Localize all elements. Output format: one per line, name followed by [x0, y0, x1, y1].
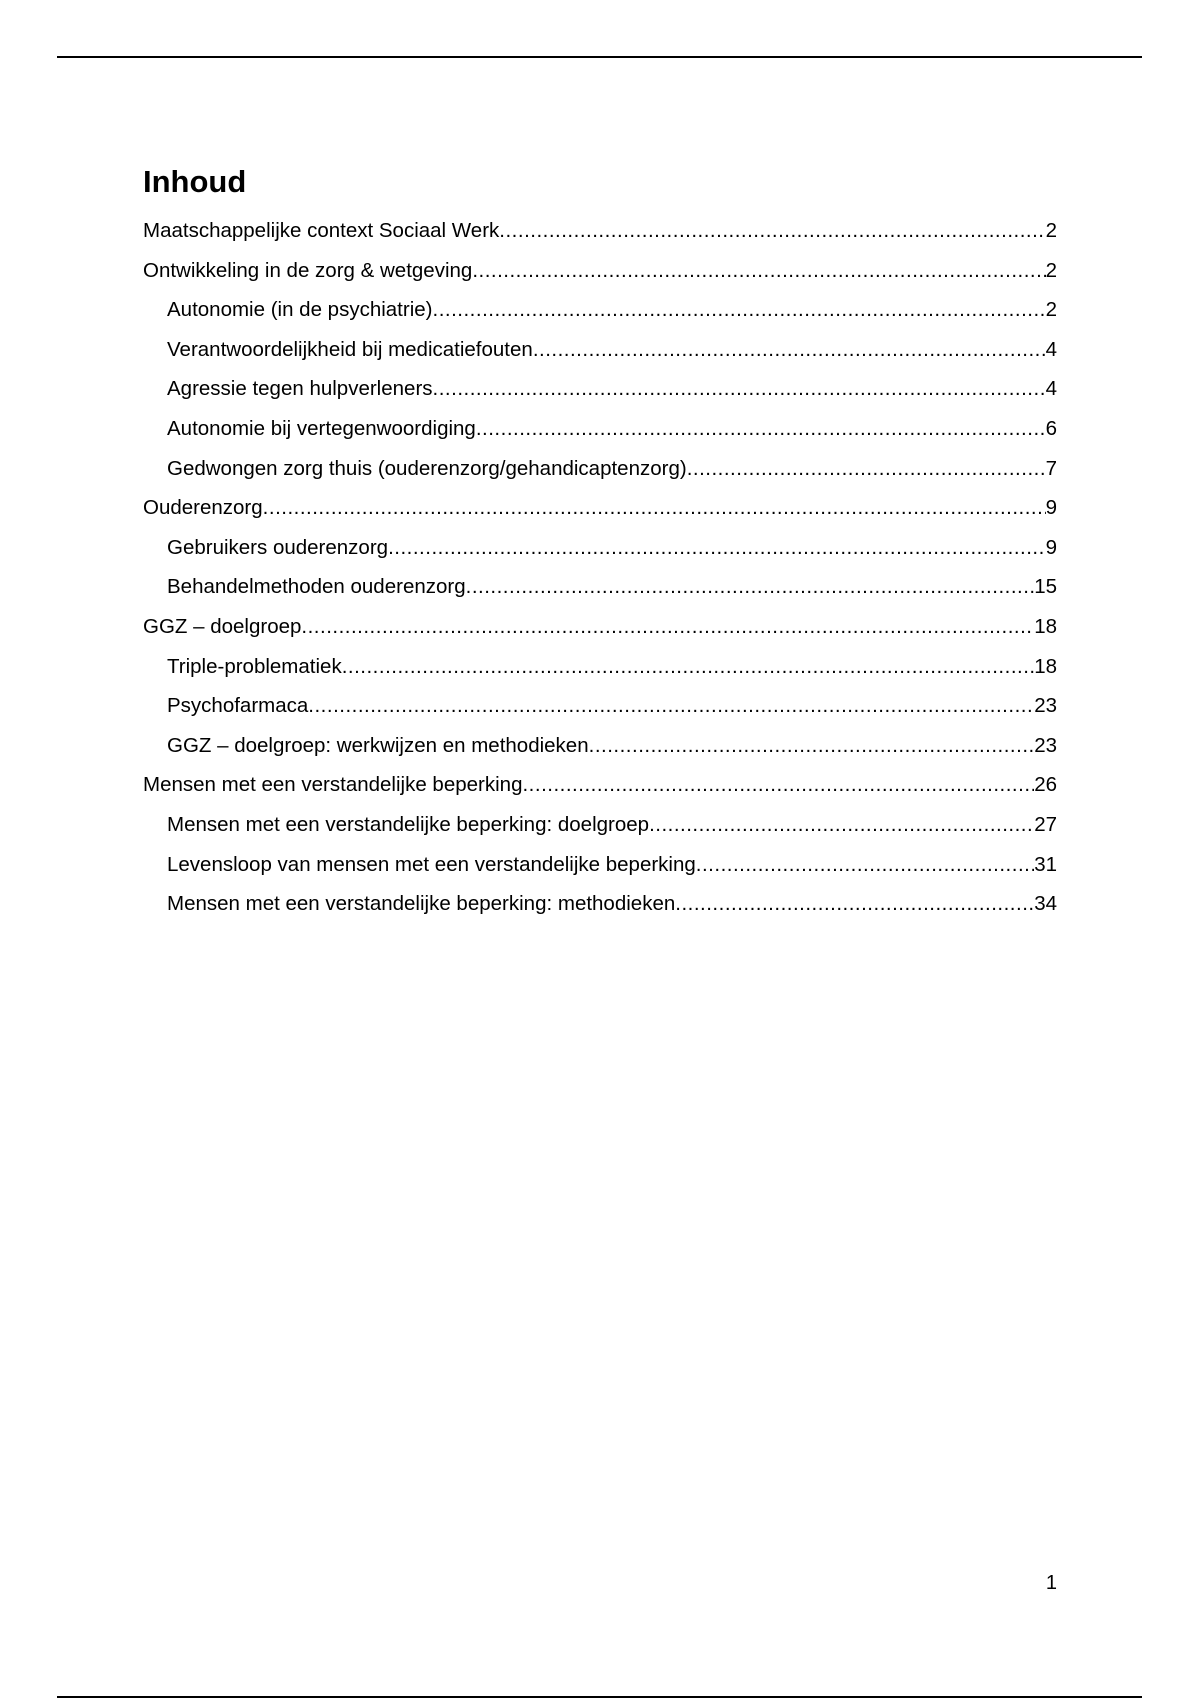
toc-entry-title[interactable]: GGZ – doelgroep — [143, 614, 302, 638]
toc-entry-title[interactable]: Levensloop van mensen met een verstandelijke beperking — [167, 852, 696, 876]
toc-entry-page-number[interactable]: 26 — [1034, 773, 1057, 797]
toc-entry[interactable] — [143, 845, 1057, 885]
toc-entry-page-number[interactable]: 18 — [1034, 614, 1057, 638]
toc-entry-page-number[interactable]: 4 — [1045, 377, 1057, 401]
toc-entry-title[interactable]: Autonomie bij vertegenwoordiging — [167, 416, 476, 440]
toc-entry[interactable] — [143, 528, 1057, 568]
toc-entry-title[interactable]: Autonomie (in de psychiatrie) — [167, 298, 433, 322]
page-number: 1 — [1045, 1572, 1057, 1594]
toc-entry-title[interactable]: Ontwikkeling in de zorg & wetgeving — [143, 258, 473, 282]
toc-dot-leader — [589, 726, 1035, 766]
toc-entry-page-number[interactable]: 6 — [1045, 416, 1057, 440]
toc-dot-leader — [388, 528, 1046, 568]
toc-entry-title[interactable]: Maatschappelijke context Sociaal Werk — [143, 219, 500, 242]
toc-entry-title[interactable]: Mensen met een verstandelijke beperking: methodieken — [167, 892, 676, 916]
toc-entry[interactable] — [143, 765, 1057, 805]
toc-entry-page-number[interactable]: 34 — [1034, 892, 1057, 916]
toc-entry-page-number[interactable]: 9 — [1045, 535, 1057, 559]
toc-entry-page-number[interactable]: 18 — [1034, 654, 1057, 678]
toc-entry[interactable] — [143, 330, 1057, 370]
footer-rule — [57, 1696, 1142, 1698]
toc-dot-leader — [499, 211, 1045, 251]
toc-entry[interactable] — [143, 647, 1057, 687]
toc-entry-page-number[interactable]: 2 — [1045, 258, 1057, 282]
toc-entry[interactable] — [143, 409, 1057, 449]
toc-entry-title[interactable]: Mensen met een verstandelijke beperking — [143, 773, 523, 797]
toc-dot-leader — [675, 884, 1034, 924]
toc-list — [143, 211, 1057, 924]
toc-entry-title[interactable]: Gebruikers ouderenzorg — [167, 535, 389, 559]
toc-entry[interactable] — [143, 607, 1057, 647]
table-of-contents — [143, 160, 1057, 924]
toc-dot-leader — [263, 488, 1046, 528]
toc-entry-page-number[interactable]: 23 — [1034, 733, 1057, 757]
header-rule — [57, 56, 1142, 58]
toc-entry-title[interactable]: Mensen met een verstandelijke beperking: doelgroep — [167, 812, 650, 836]
toc-dot-leader — [476, 409, 1046, 449]
toc-entry-title[interactable]: Verantwoordelijkheid bij medicatiefouten — [167, 337, 533, 361]
toc-entry-title[interactable]: Behandelmethoden ouderenzorg — [167, 575, 466, 599]
toc-entry-title[interactable]: Ouderenzorg — [143, 496, 263, 520]
toc-entry-title[interactable]: Triple-problematiek — [167, 654, 342, 678]
toc-entry[interactable] — [143, 449, 1057, 489]
toc-dot-leader — [472, 251, 1045, 291]
toc-dot-leader — [687, 449, 1046, 489]
toc-entry-page-number[interactable]: 2 — [1045, 298, 1057, 322]
toc-dot-leader — [696, 845, 1034, 885]
toc-dot-leader — [522, 765, 1034, 805]
toc-entry-page-number[interactable]: 4 — [1045, 337, 1057, 361]
toc-entry-page-number[interactable]: 23 — [1034, 694, 1057, 718]
toc-entry-page-number[interactable]: 31 — [1034, 852, 1057, 876]
toc-entry[interactable] — [143, 251, 1057, 291]
toc-dot-leader — [433, 290, 1046, 330]
toc-entry[interactable] — [143, 369, 1057, 409]
toc-entry-page-number[interactable]: 2 — [1045, 219, 1057, 242]
toc-entry[interactable] — [143, 805, 1057, 845]
toc-heading: Inhoud — [143, 164, 247, 199]
toc-entry-page-number[interactable]: 7 — [1045, 456, 1057, 480]
toc-entry-page-number[interactable]: 27 — [1034, 812, 1057, 836]
toc-entry[interactable] — [143, 686, 1057, 726]
toc-dot-leader — [433, 369, 1046, 409]
toc-dot-leader — [466, 567, 1035, 607]
toc-entry-title[interactable]: Agressie tegen hulpverleners — [167, 377, 433, 401]
toc-entry[interactable] — [143, 290, 1057, 330]
toc-entry[interactable] — [143, 567, 1057, 607]
toc-entry[interactable] — [143, 488, 1057, 528]
toc-entry-title[interactable]: Gedwongen zorg thuis (ouderenzorg/gehandicaptenzorg) — [167, 456, 687, 480]
toc-entry-title[interactable]: Psychofarmaca — [167, 694, 309, 718]
toc-entry-page-number[interactable]: 15 — [1034, 575, 1057, 599]
toc-entry-page-number[interactable]: 9 — [1045, 496, 1057, 520]
toc-entry[interactable] — [143, 884, 1057, 924]
toc-dot-leader — [342, 647, 1034, 687]
toc-entry[interactable] — [143, 211, 1057, 251]
toc-dot-leader — [301, 607, 1034, 647]
toc-dot-leader — [533, 330, 1046, 370]
toc-dot-leader — [308, 686, 1034, 726]
toc-dot-leader — [649, 805, 1034, 845]
toc-entry[interactable] — [143, 726, 1057, 766]
toc-entry-title[interactable]: GGZ – doelgroep: werkwijzen en methodieken — [167, 733, 589, 757]
